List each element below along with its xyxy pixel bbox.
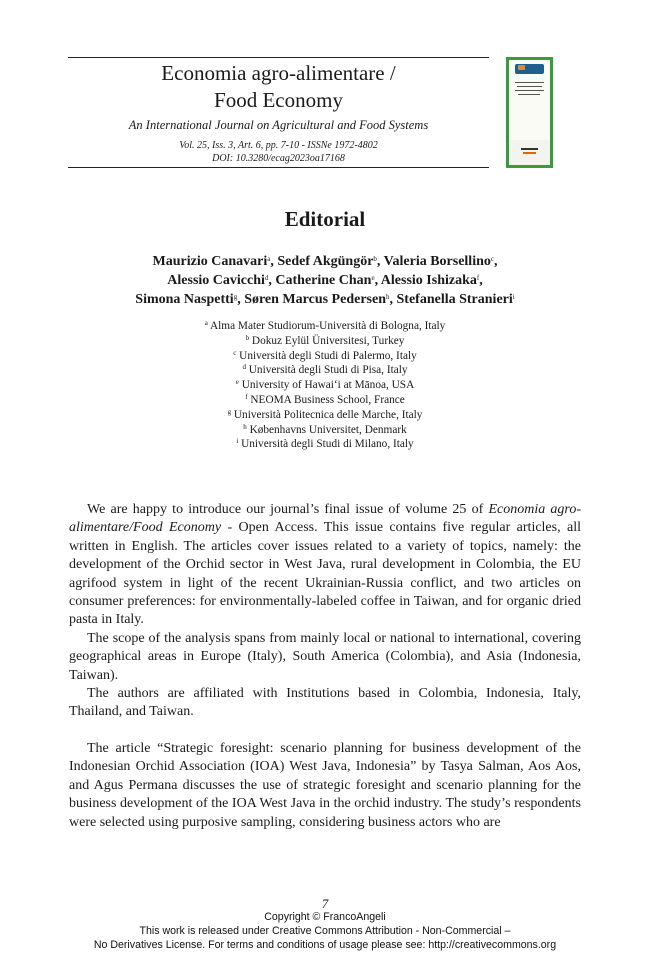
affiliation-item — [100, 378, 550, 393]
author-name: Simona Naspetti — [135, 292, 234, 307]
author-name: Søren Marcus Pedersen — [244, 292, 386, 307]
body-paragraph-2: The scope of the analysis spans from mainly local or national to international, covering geographical areas in Europe (Italy), South America (Colombia), and Asia (Indonesia, Taiwan). — [69, 630, 581, 683]
author-line-3: Simona Naspetti$^g$, Søren Marcus Pedersen$^h$, Stefanella Stranieri$^i$ — [135, 292, 515, 307]
author-sup: e — [371, 274, 375, 282]
body-text: We are happy to introduce our journal’s final issue of volume 25 of — [87, 502, 489, 517]
affiliation-text: Università degli Studi di Palermo, Italy — [239, 349, 417, 362]
author-sup: g — [233, 293, 238, 301]
journal-title — [68, 60, 489, 114]
author-list — [40, 252, 610, 309]
author-sup: h — [386, 293, 390, 301]
affiliation-sup: i — [236, 437, 239, 446]
author-sup: b — [373, 255, 377, 263]
journal-name-italic: Economia agro-alimentare/Food Economy — [69, 502, 581, 536]
author-sup: d — [264, 274, 269, 282]
author-line-2: Alessio Cavicchi$^d$, Catherine Chan$^e$, Alessio Ishizaka$^f$, — [167, 273, 483, 288]
affiliation-sup: a — [204, 319, 208, 327]
body-paragraph-1 — [69, 501, 581, 630]
copyright-line: Copyright © FrancoAngeli — [264, 911, 386, 923]
affiliation-item — [100, 334, 550, 349]
author-line-1: Maurizio Canavari$^a$, Sedef Akgüngör$^b$, Valeria Borsellino$^c$, — [152, 254, 498, 269]
body-paragraph-4: The article “Strategic foresight: scenario planning for business development of the Indonesian Orchid Association (IOA) West Java, Indonesia” by Tasya Salman, Aos Aos, and Agus Permana discusses the use of strategic foresight and scenario planning for the business development of the IOA West Java in the orchid industry. The study’s respondents were selected using purposive sampling, considering business actors who are — [69, 740, 581, 830]
author-name: Catherine Chan — [275, 273, 372, 288]
volume-line: Vol. 25, Iss. 3, Art. 6, pp. 7-10 - ISSNe 1972-4802 — [179, 140, 378, 151]
author-sup: i — [512, 293, 515, 301]
affiliation-text: Alma Mater Studiorum-Università di Bologna, Italy — [210, 320, 446, 332]
author-sup: a — [267, 255, 271, 263]
affiliation-item — [100, 408, 550, 423]
author-name: Alessio Ishizaka — [380, 273, 477, 288]
affiliation-text: Københavns Universitet, Denmark — [249, 423, 407, 436]
affiliation-item — [100, 393, 550, 408]
affiliation-text: NEOMA Business School, France — [250, 393, 405, 406]
author-sup: f — [476, 274, 480, 282]
license-line-1: This work is released under Creative Commons Attribution - Non-Commercial – — [139, 925, 511, 937]
affiliation-item — [100, 423, 550, 438]
journal-title-line2: Food Economy — [214, 88, 343, 112]
affiliation-text: Università Politecnica delle Marche, Italy — [233, 408, 423, 421]
journal-title-line1: Economia agro-alimentare / — [161, 61, 396, 85]
author-name: Alessio Cavicchi — [167, 273, 265, 288]
affiliation-sup: b — [245, 333, 250, 342]
author-name: Maurizio Canavari — [152, 254, 268, 269]
affiliation-text: University of Hawai‘i at Mānoa, USA — [241, 379, 415, 392]
journal-cover-image — [506, 57, 553, 168]
affiliation-text: Università degli Studi di Pisa, Italy — [248, 364, 408, 377]
affiliation-sup: f — [245, 392, 248, 401]
author-name: Sedef Akgüngör — [277, 254, 374, 269]
affiliation-text: Dokuz Eylül Üniversitesi, Turkey — [251, 334, 405, 347]
page-number: 7 — [321, 896, 329, 911]
affiliation-list — [100, 319, 550, 452]
affiliation-item — [100, 349, 550, 364]
affiliation-item — [100, 437, 550, 452]
affiliation-item — [100, 319, 550, 334]
article-body — [69, 501, 581, 832]
author-name: Valeria Borsellino — [383, 254, 491, 269]
body-paragraph-3: The authors are affiliated with Institutions based in Colombia, Indonesia, Italy, Thailand, and Taiwan. — [69, 686, 581, 720]
affiliation-sup: d — [242, 363, 246, 372]
affiliation-text: Università degli Studi di Milano, Italy — [241, 438, 414, 451]
affiliation-item — [100, 363, 550, 378]
journal-subtitle: An International Journal on Agricultural and Food Systems — [128, 118, 429, 132]
publisher-logo-icon — [515, 64, 544, 74]
affiliation-sup: h — [243, 422, 247, 431]
affiliation-sup: e — [235, 378, 239, 387]
journal-meta — [68, 139, 489, 165]
author-sup: c — [490, 255, 494, 263]
author-name: Stefanella Stranieri — [396, 292, 513, 307]
affiliation-sup: c — [233, 348, 237, 357]
article-title: Editorial — [284, 207, 366, 231]
license-footer — [0, 910, 650, 952]
license-line-2: No Derivatives License. For terms and conditions of usage please see: http://creativecommons.org — [93, 939, 557, 951]
doi-line: DOI: 10.3280/ecag2023oa17168 — [212, 153, 345, 164]
header-rule-top — [68, 57, 489, 58]
header-rule-bottom — [68, 167, 489, 168]
body-text: - Open Access. This issue contains five regular articles, all written in English. The articles cover issues related to a variety of topics, namely: the development of the Orchid sector in West Java, rural development in Colombia, the EU agrifood system in light of the recent Ukrainian-Russia conflict, and two articles on consumer preferences: for environmentally-labeled coffee in Taiwan, and for organic dried pasta in Italy. — [69, 520, 581, 628]
affiliation-sup: g — [227, 407, 232, 416]
